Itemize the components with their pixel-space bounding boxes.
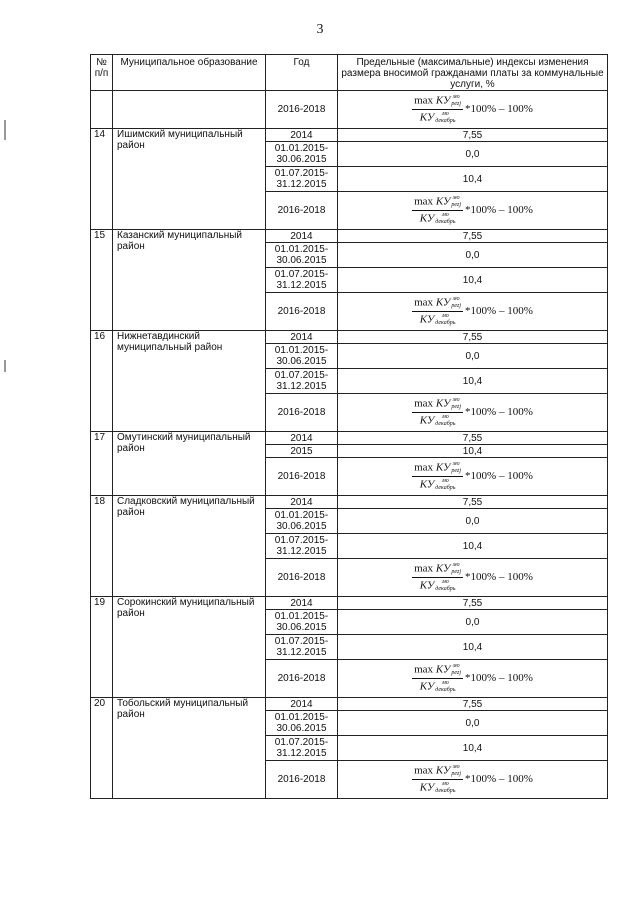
index-formula xyxy=(412,764,533,795)
index-value: 0,0 xyxy=(338,243,608,268)
formula-sub-december: декабрь xyxy=(435,485,456,491)
index-value: 10,4 xyxy=(338,534,608,559)
municipality-name: Нижнетавдинский муниципальный район xyxy=(113,331,266,432)
row-number: 20 xyxy=(91,698,113,799)
formula-tail: *100% – 100% xyxy=(465,406,533,418)
formula-max: max xyxy=(414,397,436,410)
formula-ku: КУ xyxy=(435,94,451,107)
year-cell: 01.01.2015-30.06.2015 xyxy=(266,344,338,369)
table-row xyxy=(91,129,608,142)
index-value: 10,4 xyxy=(338,635,608,660)
formula-sup: мо xyxy=(452,562,460,568)
formula-sup: мо xyxy=(441,313,449,319)
formula-tail: *100% – 100% xyxy=(465,571,533,583)
table-row xyxy=(91,91,608,129)
formula-tail: *100% – 100% xyxy=(465,204,533,216)
formula-tail: *100% – 100% xyxy=(465,305,533,317)
formula-ku: КУ xyxy=(435,764,451,777)
formula-ku: КУ xyxy=(419,212,435,225)
formula-ku: КУ xyxy=(435,195,451,208)
year-cell: 01.07.2015-31.12.2015 xyxy=(266,736,338,761)
year-cell: 01.01.2015-30.06.2015 xyxy=(266,711,338,736)
index-value: 10,4 xyxy=(338,268,608,293)
formula-sub: pezj xyxy=(451,404,462,410)
year-cell: 01.01.2015-30.06.2015 xyxy=(266,243,338,268)
index-value xyxy=(338,761,608,799)
row-number: 19 xyxy=(91,597,113,698)
formula-sub-december: декабрь xyxy=(435,320,456,326)
formula-sub: pezj xyxy=(451,101,462,107)
header-no: № п/п xyxy=(91,55,113,91)
row-number xyxy=(91,91,113,129)
table-row xyxy=(91,230,608,243)
formula-sup: мо xyxy=(452,764,460,770)
municipality-name: Сладковский муниципальный район xyxy=(113,496,266,597)
index-value xyxy=(338,394,608,432)
scan-edge-mark xyxy=(4,360,6,372)
table-row xyxy=(91,698,608,711)
municipality-name xyxy=(113,91,266,129)
index-formula xyxy=(412,195,533,226)
index-value xyxy=(338,660,608,698)
formula-sub: pezj xyxy=(451,303,462,309)
municipality-name: Омутинский муниципальный район xyxy=(113,432,266,496)
formula-sub-december: декабрь xyxy=(435,586,456,592)
formula-sub: pezj xyxy=(451,771,462,777)
formula-ku: КУ xyxy=(435,663,451,676)
formula-sup: мо xyxy=(441,781,449,787)
index-formula xyxy=(412,397,533,428)
formula-ku: КУ xyxy=(419,414,435,427)
index-formula xyxy=(412,94,533,125)
formula-sup: мо xyxy=(452,663,460,669)
year-cell: 2016-2018 xyxy=(266,660,338,698)
year-cell: 01.01.2015-30.06.2015 xyxy=(266,142,338,167)
table-row xyxy=(91,331,608,344)
formula-sup: мо xyxy=(452,397,460,403)
formula-sub-december: декабрь xyxy=(435,421,456,427)
index-value xyxy=(338,91,608,129)
formula-ku: КУ xyxy=(419,111,435,124)
formula-max: max xyxy=(414,663,436,676)
formula-sup: мо xyxy=(441,478,449,484)
formula-tail: *100% – 100% xyxy=(465,672,533,684)
index-value xyxy=(338,192,608,230)
year-cell: 01.01.2015-30.06.2015 xyxy=(266,610,338,635)
row-number: 16 xyxy=(91,331,113,432)
formula-tail: *100% – 100% xyxy=(465,773,533,785)
index-value: 7,55 xyxy=(338,331,608,344)
formula-max: max xyxy=(414,296,436,309)
index-formula xyxy=(412,461,533,492)
municipality-name: Ишимский муниципальный район xyxy=(113,129,266,230)
municipality-name: Казанский муниципальный район xyxy=(113,230,266,331)
year-cell: 2014 xyxy=(266,230,338,243)
index-value: 0,0 xyxy=(338,142,608,167)
formula-sup: мо xyxy=(452,296,460,302)
index-value xyxy=(338,293,608,331)
formula-ku: КУ xyxy=(435,397,451,410)
year-cell: 2015 xyxy=(266,445,338,458)
formula-sup: мо xyxy=(441,111,449,117)
header-index: Предельные (максимальные) индексы изменения размера вносимой гражданами платы за коммунальные услуги, % xyxy=(338,55,608,91)
year-cell: 2014 xyxy=(266,698,338,711)
scan-edge-mark xyxy=(4,120,6,140)
index-formula xyxy=(412,663,533,694)
index-value: 10,4 xyxy=(338,369,608,394)
index-formula xyxy=(412,562,533,593)
formula-sub: pezj xyxy=(451,670,462,676)
index-value xyxy=(338,458,608,496)
year-cell: 2016-2018 xyxy=(266,761,338,799)
formula-ku: КУ xyxy=(435,562,451,575)
formula-max: max xyxy=(414,94,436,107)
formula-tail: *100% – 100% xyxy=(465,103,533,115)
formula-sub: pezj xyxy=(451,468,462,474)
row-number: 14 xyxy=(91,129,113,230)
year-cell: 01.07.2015-31.12.2015 xyxy=(266,534,338,559)
index-value: 7,55 xyxy=(338,496,608,509)
year-cell: 01.01.2015-30.06.2015 xyxy=(266,509,338,534)
row-number: 15 xyxy=(91,230,113,331)
year-cell: 2016-2018 xyxy=(266,458,338,496)
year-cell: 2014 xyxy=(266,432,338,445)
table-body xyxy=(91,91,608,799)
table-row xyxy=(91,597,608,610)
index-value: 7,55 xyxy=(338,432,608,445)
table-header-row xyxy=(91,55,608,91)
year-cell: 2014 xyxy=(266,496,338,509)
year-cell: 2016-2018 xyxy=(266,394,338,432)
index-formula xyxy=(412,296,533,327)
table-row xyxy=(91,432,608,445)
index-value: 7,55 xyxy=(338,129,608,142)
index-value: 7,55 xyxy=(338,230,608,243)
formula-sub-december: декабрь xyxy=(435,687,456,693)
formula-ku: КУ xyxy=(419,680,435,693)
formula-max: max xyxy=(414,562,436,575)
index-value: 10,4 xyxy=(338,167,608,192)
header-municipality: Муниципальное образование xyxy=(113,55,266,91)
year-cell: 2016-2018 xyxy=(266,192,338,230)
table-row xyxy=(91,496,608,509)
year-cell: 01.07.2015-31.12.2015 xyxy=(266,369,338,394)
year-cell: 01.07.2015-31.12.2015 xyxy=(266,635,338,660)
formula-sub: pezj xyxy=(451,202,462,208)
year-cell: 01.07.2015-31.12.2015 xyxy=(266,268,338,293)
formula-sub-december: декабрь xyxy=(435,219,456,225)
year-cell: 2016-2018 xyxy=(266,559,338,597)
index-value: 7,55 xyxy=(338,698,608,711)
formula-ku: КУ xyxy=(435,296,451,309)
formula-sup: мо xyxy=(452,461,460,467)
index-value: 0,0 xyxy=(338,711,608,736)
formula-ku: КУ xyxy=(435,461,451,474)
row-number: 18 xyxy=(91,496,113,597)
formula-ku: КУ xyxy=(419,478,435,491)
formula-ku: КУ xyxy=(419,579,435,592)
index-value: 0,0 xyxy=(338,610,608,635)
formula-sup: мо xyxy=(441,212,449,218)
formula-max: max xyxy=(414,764,436,777)
index-value: 10,4 xyxy=(338,445,608,458)
index-value: 0,0 xyxy=(338,509,608,534)
year-cell: 01.07.2015-31.12.2015 xyxy=(266,167,338,192)
tariff-index-table xyxy=(90,54,608,799)
formula-ku: КУ xyxy=(419,781,435,794)
municipality-name: Тобольский муниципальный район xyxy=(113,698,266,799)
formula-sup: мо xyxy=(441,414,449,420)
year-cell: 2014 xyxy=(266,129,338,142)
formula-sub: pezj xyxy=(451,569,462,575)
index-value: 10,4 xyxy=(338,736,608,761)
year-cell: 2014 xyxy=(266,597,338,610)
row-number: 17 xyxy=(91,432,113,496)
page-number: 3 xyxy=(316,22,324,37)
formula-sup: мо xyxy=(441,680,449,686)
header-year: Год xyxy=(266,55,338,91)
formula-ku: КУ xyxy=(419,313,435,326)
formula-sup: мо xyxy=(441,579,449,585)
formula-sub-december: декабрь xyxy=(435,118,456,124)
year-cell: 2016-2018 xyxy=(266,293,338,331)
index-value xyxy=(338,559,608,597)
formula-sup: мо xyxy=(452,195,460,201)
formula-tail: *100% – 100% xyxy=(465,470,533,482)
index-value: 0,0 xyxy=(338,344,608,369)
year-cell: 2016-2018 xyxy=(266,91,338,129)
formula-sup: мо xyxy=(452,94,460,100)
index-value: 7,55 xyxy=(338,597,608,610)
municipality-name: Сорокинский муниципальный район xyxy=(113,597,266,698)
formula-sub-december: декабрь xyxy=(435,788,456,794)
year-cell: 2014 xyxy=(266,331,338,344)
formula-max: max xyxy=(414,461,436,474)
formula-max: max xyxy=(414,195,436,208)
